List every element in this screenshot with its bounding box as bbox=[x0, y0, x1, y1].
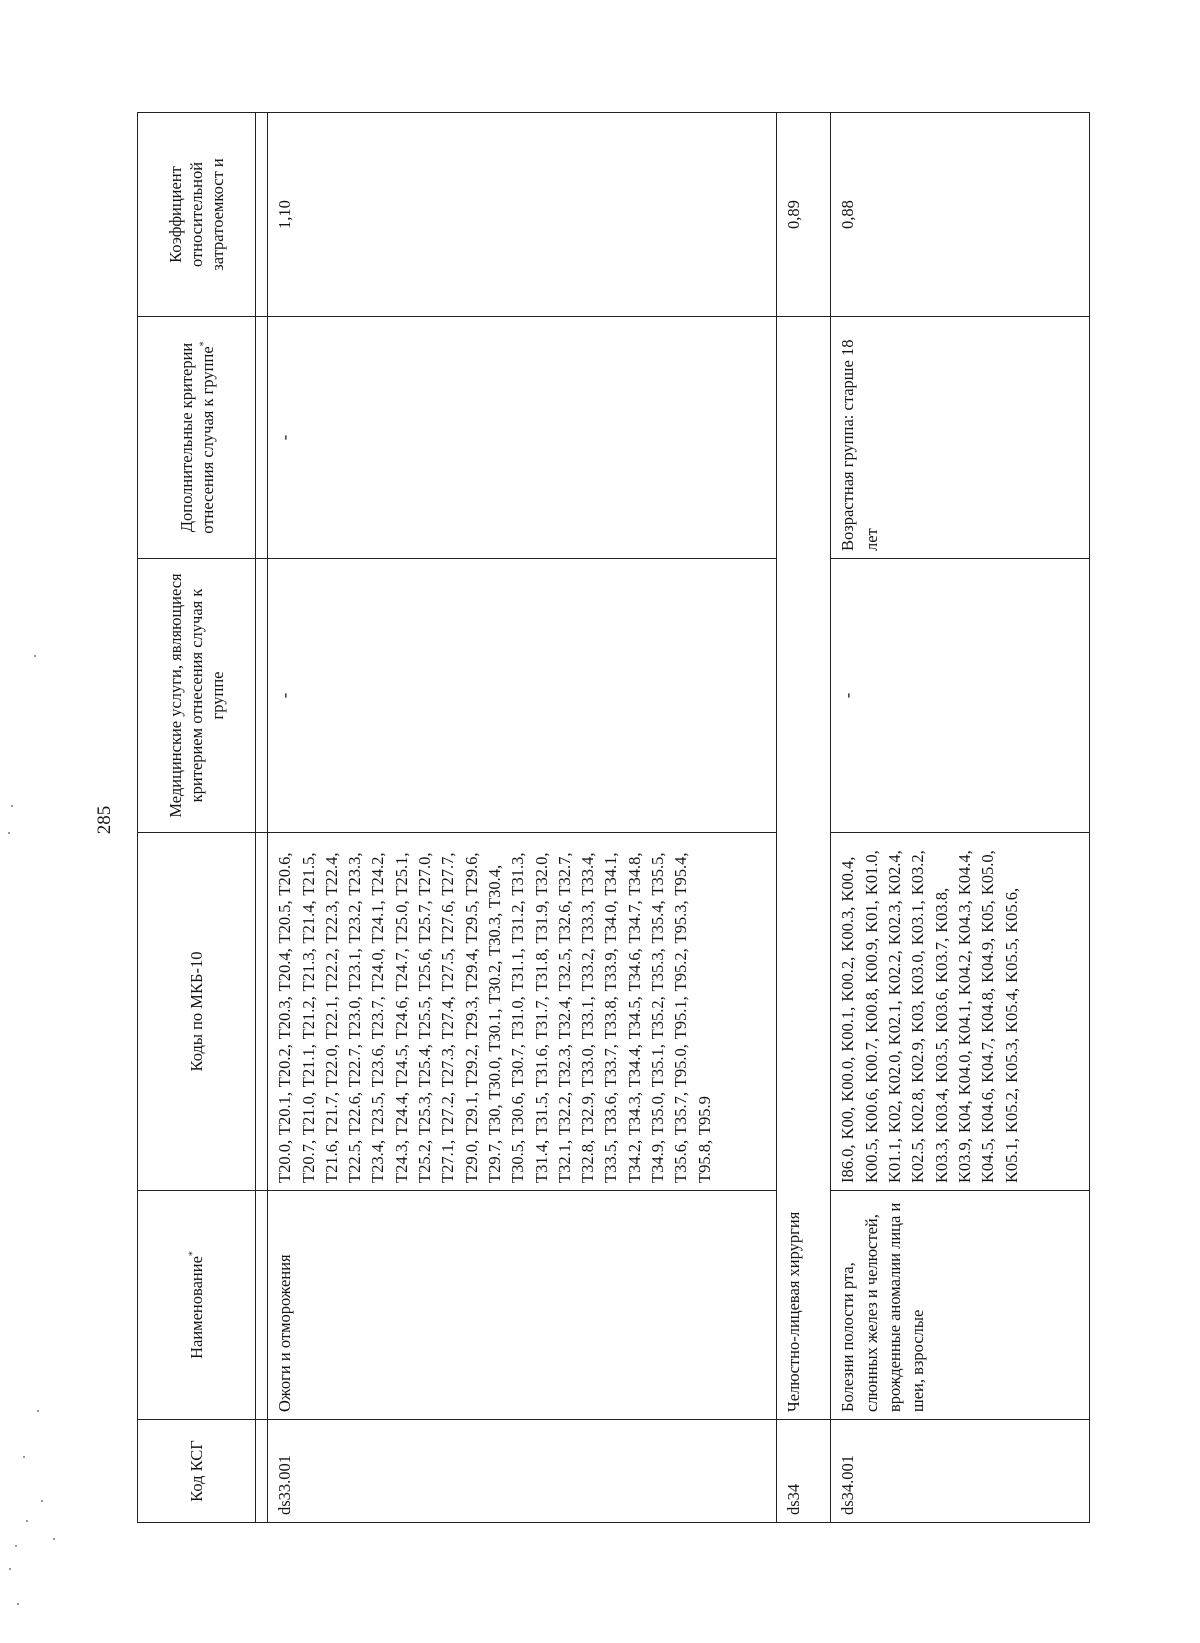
cell-code: ds34.001 bbox=[831, 1420, 1090, 1523]
rotated-table-container bbox=[137, 113, 1090, 1523]
cell-mkb-codes: T20.0, T20.1, T20.2, T20.3, T20.4, T20.5, T20.6, T20.7, T21.0, T21.1, T21.2, T21.3, T21.4, T21.5, T21.6, T21.7, T22.0, T22.1, T22.2, T22.3, T22.4, T22.5, T22.6, T22.7, T23.0, T23.1, T23.2, T23.3, T23.4, T23.5, T23.6, T23.7, T24.0, T24.1, T24.2, T24.3, T24.4, T24.5, T24.6, T24.7, T25.0, T25.1, T25.2, T25.3, T25.4, T25.5, T25.6, T25.7, T27.0, T27.1, T27.2, T27.3, T27.4, T27.5, T27.6, T27.7, T29.0, T29.1, T29.2, T29.3, T29.4, T29.5, T29.6, T29.7, T30, T30.0, T30.1, T30.2, T30.3, T30.4, T30.5, T30.6, T30.7, T31.0, T31.1, T31.2, T31.3, T31.4, T31.5, T31.6, T31.7, T31.8, T31.9, T32.0, T32.1, T32.2, T32.3, T32.4, T32.5, T32.6, T32.7, T32.8, T32.9, T33.0, T33.1, T33.2, T33.3, T33.4, T33.5, T33.6, T33.7, T33.8, T33.9, T34.0, T34.1, T34.2, T34.3, T34.4, T34.5, T34.6, T34.7, T34.8, T34.9, T35.0, T35.1, T35.2, T35.3, T35.4, T35.5, T35.6, T35.7, T95.0, T95.1, T95.2, T95.3, T95.4, T95.8, T95.9 bbox=[268, 833, 777, 1191]
footnote-asterisk: * bbox=[187, 1251, 199, 1257]
section-row bbox=[777, 113, 831, 1523]
cell-coef: 1,10 bbox=[268, 113, 777, 317]
ksg-table bbox=[137, 112, 1090, 1523]
header-coef: Коэффициент относительной затратоемкост и bbox=[138, 113, 256, 317]
header-services: Медицинские услуги, являющиеся критерием отнесения случая к группе bbox=[138, 559, 256, 833]
section-title: Челюстно-лицевая хирургия bbox=[777, 317, 831, 1420]
cell-name: Ожоги и отморожения bbox=[268, 1191, 777, 1420]
header-name-text: Наименование* bbox=[187, 1251, 207, 1359]
header-criteria: Дополнительные критерии отнесения случая к группе* bbox=[138, 317, 256, 559]
cell-services: - bbox=[268, 559, 777, 833]
header-row bbox=[138, 113, 256, 1523]
header-name bbox=[138, 1191, 256, 1420]
table-row bbox=[831, 113, 1090, 1523]
header-code: Код КСГ bbox=[138, 1420, 256, 1523]
cell-code: ds33.001 bbox=[268, 1420, 777, 1523]
header-mkb: Коды по МКБ-10 bbox=[138, 833, 256, 1191]
page-number: 285 bbox=[94, 805, 115, 835]
cell-coef: 0,89 bbox=[777, 113, 831, 317]
cell-criteria: Возрастная группа: старше 18 лет bbox=[831, 317, 1090, 559]
table-row bbox=[268, 113, 777, 1523]
cell-coef: 0,88 bbox=[831, 113, 1090, 317]
cell-mkb-codes: I86.0, K00, K00.0, K00.1, K00.2, K00.3, K00.4, K00.5, K00.6, K00.7, K00.8, K00.9, K01, K01.0, K01.1, K02, K02.0, K02.1, K02.2, K02.3, K02.4, K02.5, K02.8, K02.9, K03, K03.0, K03.1, K03.2, K03.3, K03.4, K03.5, K03.6, K03.7, K03.8, K03.9, K04, K04.0, K04.1, K04.2, K04.3, K04.4, K04.5, K04.6, K04.7, K04.8, K04.9, K05, K05.0, K05.1, K05.2, K05.3, K05.4, K05.5, K05.6, bbox=[831, 833, 1090, 1191]
cell-criteria: - bbox=[268, 317, 777, 559]
separator-row bbox=[256, 113, 268, 1523]
cell-name: Болезни полости рта, слюнных желез и челюстей, врожденные аномалии лица и шеи, взрослые bbox=[831, 1191, 1090, 1420]
cell-code: ds34 bbox=[777, 1420, 831, 1523]
cell-services: - bbox=[831, 559, 1090, 833]
footnote-asterisk: * bbox=[198, 341, 210, 347]
